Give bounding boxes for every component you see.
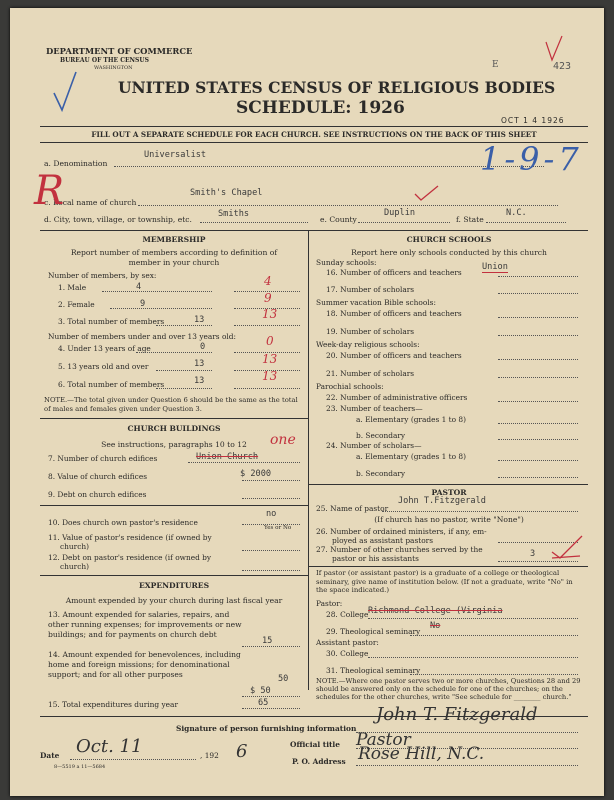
city-value[interactable]: Smiths (218, 209, 250, 219)
q19-label: 19. Number of scholars (326, 327, 415, 336)
q25-line (382, 511, 578, 512)
q9-label: 9. Debt on church edifices (48, 490, 147, 499)
college-note: If pastor (or assistant pastor) is a graduate of a college or theological seminary, give name of institution below. (If not a graduate, write "No" in the space indicated.) (316, 569, 573, 595)
q6-label: 6. Total number of members (58, 380, 165, 389)
blue-code: 1-9-7 (480, 140, 583, 178)
city: WASHINGTON (94, 65, 133, 71)
yes-no-hint: Yes or No (264, 525, 292, 531)
q11-label: 11. Value of pastor's residence (if owned by (48, 533, 212, 542)
q12-label: 12. Debt on pastor's residence (if owned by (48, 553, 212, 562)
q27-red-check (550, 534, 584, 560)
q23-label: 23. Number of teachers— (326, 404, 423, 413)
red-tick (542, 32, 570, 64)
q11-label-2: church) (60, 542, 89, 551)
column-divider (308, 230, 309, 690)
q16-label: 16. Number of officers and teachers (326, 268, 462, 277)
q27-line (498, 561, 578, 562)
q26-label-2: ployed as assistant pastors (332, 536, 434, 545)
q30-label: 30. College (326, 649, 369, 658)
signature-label: Signature of person furnishing information (176, 724, 357, 733)
q24a-line (498, 460, 578, 461)
q15-line (242, 708, 300, 709)
q18-label: 18. Number of officers and teachers (326, 309, 462, 318)
state-value[interactable]: N.C. (506, 208, 527, 218)
q20-line (498, 359, 578, 360)
date-value[interactable]: Oct. 11 (76, 736, 143, 757)
bureau-name: BUREAU OF THE CENSUS (60, 57, 149, 64)
q12-line (242, 570, 300, 571)
buildings-rule (40, 418, 308, 419)
signature-value[interactable]: John T. Fitzgerald (376, 704, 538, 725)
q3-red: 13 (262, 307, 278, 321)
pastor-footnote: NOTE.—Where one pastor serves two or more churches, Questions 28 and 29 should be answered only on the schedule for one of the churches; on the schedules for the other churches, write "See schedule for ________ church." (316, 677, 581, 702)
q6-line (156, 388, 212, 389)
q31-label: 31. Theological seminary (326, 666, 421, 675)
q3-line (156, 325, 212, 326)
instructions: FILL OUT A SEPARATE SCHEDULE FOR EACH CHURCH. SEE INSTRUCTIONS ON THE BACK OF THIS SHEET (91, 130, 537, 139)
stamp-mark: E (492, 60, 499, 70)
members-by-sex: Number of members, by sex: (48, 271, 157, 280)
section-rule-top (40, 230, 588, 231)
sunday-schools: Sunday schools: (316, 258, 377, 267)
q6-typed[interactable]: 13 (194, 376, 205, 386)
schools-note: Report here only schools conducted by this church (351, 248, 547, 257)
q5-red: 13 (262, 352, 278, 366)
po-address-label: P. O. Address (292, 757, 346, 766)
q2-red: 9 (264, 291, 272, 305)
q24-label: 24. Number of scholars— (326, 441, 422, 450)
membership-note-1: Report number of members according to definition of (70, 248, 278, 257)
q8-label: 8. Value of church edifices (48, 472, 147, 481)
q23b-label: b. Secondary (356, 431, 406, 440)
date-stamp: OCT 1 4 1926 (501, 116, 565, 125)
q12-label-2: church) (60, 562, 89, 571)
q19-line (498, 335, 578, 336)
church-name-label: c. Local name of church (44, 198, 137, 207)
city-line (200, 222, 308, 223)
pastor-rule (308, 484, 588, 485)
q3-typed[interactable]: 13 (194, 315, 205, 325)
q21-label: 21. Number of scholars (326, 369, 415, 378)
membership-footnote: NOTE.—The total given under Question 6 should be the same as the total of males and females given under Question 3. (44, 396, 298, 413)
q20-label: 20. Number of officers and teachers (326, 351, 462, 360)
q11-line (242, 550, 300, 551)
q9-rule (40, 505, 308, 506)
q22-label: 22. Number of administrative officers (326, 393, 468, 402)
year-value[interactable]: 6 (236, 741, 248, 762)
q23a-line (498, 423, 578, 424)
buildings-heading: CHURCH BUILDINGS (127, 424, 221, 433)
official-title-value[interactable]: Pastor (356, 730, 411, 750)
date-line (70, 759, 196, 760)
q18-line (498, 317, 578, 318)
q2-label: 2. Female (58, 300, 95, 309)
parochial-schools: Parochial schools: (316, 382, 384, 391)
q3-label: 3. Total number of members (58, 317, 165, 326)
q1-red: 4 (264, 274, 272, 288)
q5-typed[interactable]: 13 (194, 359, 205, 369)
q21-line (498, 377, 578, 378)
red-r-mark: R (34, 168, 65, 214)
q8-typed[interactable]: $ 2000 (240, 469, 272, 479)
q8-line (242, 480, 300, 481)
city-label: d. City, town, village, or township, etc. (44, 215, 192, 224)
denomination-value[interactable]: Universalist (144, 150, 207, 160)
po-address-value[interactable]: Rose Hill, N.C. (358, 744, 485, 764)
membership-note-2: member in your church (128, 258, 220, 267)
q17-label: 17. Number of scholars (326, 285, 415, 294)
state-label: f. State (456, 215, 484, 224)
q28-typed[interactable]: Richmond College (Virginia (368, 606, 503, 616)
q29-label: 29. Theological seminary (326, 627, 421, 636)
q27-label-2: pastor or his assistants (332, 554, 419, 563)
blue-checkmark (50, 68, 80, 118)
assistant-label: Assistant pastor: (316, 638, 379, 647)
schools-heading: CHURCH SCHOOLS (406, 235, 492, 244)
q4-label: 4. Under 13 years of age (58, 344, 151, 353)
q30-line (368, 657, 578, 658)
header-rule (40, 126, 588, 127)
q31-line (410, 674, 578, 675)
summer-schools: Summer vacation Bible schools: (316, 298, 436, 307)
expend-rule (40, 575, 308, 576)
q4-line (136, 352, 212, 353)
dept-name: DEPARTMENT OF COMMERCE (46, 46, 193, 56)
schedule-title: SCHEDULE: 1926 (236, 98, 405, 118)
buildings-note: See instructions, paragraphs 10 to 12 (101, 440, 247, 449)
q14-label: 14. Amount expended for benevolences, including home and foreign missions; for denominational support; and for all other purposes (48, 650, 241, 679)
q16-typed[interactable]: Union (482, 262, 508, 272)
q24b-line (498, 477, 578, 478)
q14-cents[interactable]: 50 (278, 674, 289, 684)
official-title-label: Official title (290, 740, 340, 749)
q17-line (498, 293, 578, 294)
pastor-heading: PASTOR (431, 488, 467, 497)
county-label: e. County (320, 215, 357, 224)
expend-note: Amount expended by your church during last fiscal year (65, 596, 283, 605)
q24b-label: b. Secondary (356, 469, 406, 478)
county-value[interactable]: Duplin (384, 208, 416, 218)
under-over-label: Number of members under and over 13 years old: (48, 332, 236, 341)
po-address-line (356, 765, 578, 766)
q1-typed[interactable]: 4 (136, 282, 142, 292)
q4-red: 0 (266, 334, 274, 348)
form-title: UNITED STATES CENSUS OF RELIGIOUS BODIES (118, 78, 556, 97)
date-label: Date (40, 751, 60, 760)
q14-line (242, 696, 300, 697)
red-check-church (412, 184, 442, 204)
q29-line (410, 635, 578, 636)
q24a-label: a. Elementary (grades 1 to 8) (356, 452, 467, 461)
q7-line (188, 462, 300, 463)
q2-typed[interactable]: 9 (140, 299, 146, 309)
q26-label: 26. Number of ordained ministers, if any, em- (316, 527, 487, 536)
q25-label: 25. Name of pastor (316, 504, 389, 513)
expend-heading: EXPENDITURES (138, 581, 210, 590)
q22-line (498, 401, 578, 402)
membership-heading: MEMBERSHIP (142, 235, 206, 244)
q29-typed[interactable]: No (430, 621, 441, 631)
q10-label: 10. Does church own pastor's residence (48, 518, 198, 527)
q28-label: 28. College (326, 610, 369, 619)
church-name-line (138, 205, 558, 206)
form-number: 423 (553, 61, 572, 72)
q13-label: 13. Amount expended for salaries, repairs, and other running expenses; for improvements or new buildings; and for payments on church debt (48, 610, 242, 639)
q23a-label: a. Elementary (grades 1 to 8) (356, 415, 467, 424)
q4-typed[interactable]: 0 (200, 342, 206, 352)
q5-label: 5. 13 years old and over (58, 362, 149, 371)
print-code: 8—5519 a 11—5684 (54, 764, 106, 770)
buildings-red-one: one (270, 432, 296, 448)
county-line (358, 222, 450, 223)
q23b-line (498, 439, 578, 440)
q5-line (156, 370, 212, 371)
denomination-label: a. Denomination (44, 159, 108, 168)
q6-red: 13 (262, 369, 278, 383)
q1-line (102, 291, 212, 292)
q27-typed[interactable]: 3 (530, 549, 536, 559)
census-form (10, 8, 604, 796)
q10-typed[interactable]: no (266, 509, 277, 519)
q13-typed[interactable]: 15 (262, 636, 273, 646)
q27-label: 27. Number of other churches served by the (316, 545, 483, 554)
q13-line (242, 646, 300, 647)
q25-note: (If church has no pastor, write "None") (374, 515, 524, 524)
weekday-schools: Week-day religious schools: (316, 340, 420, 349)
q16-line (498, 276, 578, 277)
q6-line-b (234, 388, 300, 389)
q7-label: 7. Number of church edifices (48, 454, 158, 463)
state-line (486, 222, 566, 223)
q1-label: 1. Male (58, 283, 87, 292)
q15-label: 15. Total expenditures during year (48, 700, 178, 709)
q14-typed[interactable]: $ 50 (250, 686, 271, 696)
q3-line-b (234, 325, 300, 326)
q28-line (368, 618, 578, 619)
pastor-name[interactable]: John T.Fitzgerald (398, 496, 486, 506)
q7-typed[interactable]: Union Church (196, 452, 259, 462)
college-rule (308, 566, 588, 567)
church-name-value[interactable]: Smith's Chapel (190, 188, 263, 198)
pastor-label: Pastor: (316, 599, 343, 608)
q15-typed[interactable]: 65 (258, 698, 269, 708)
year-label: , 192 (200, 751, 219, 760)
q9-line (242, 498, 300, 499)
q2-line (110, 308, 212, 309)
